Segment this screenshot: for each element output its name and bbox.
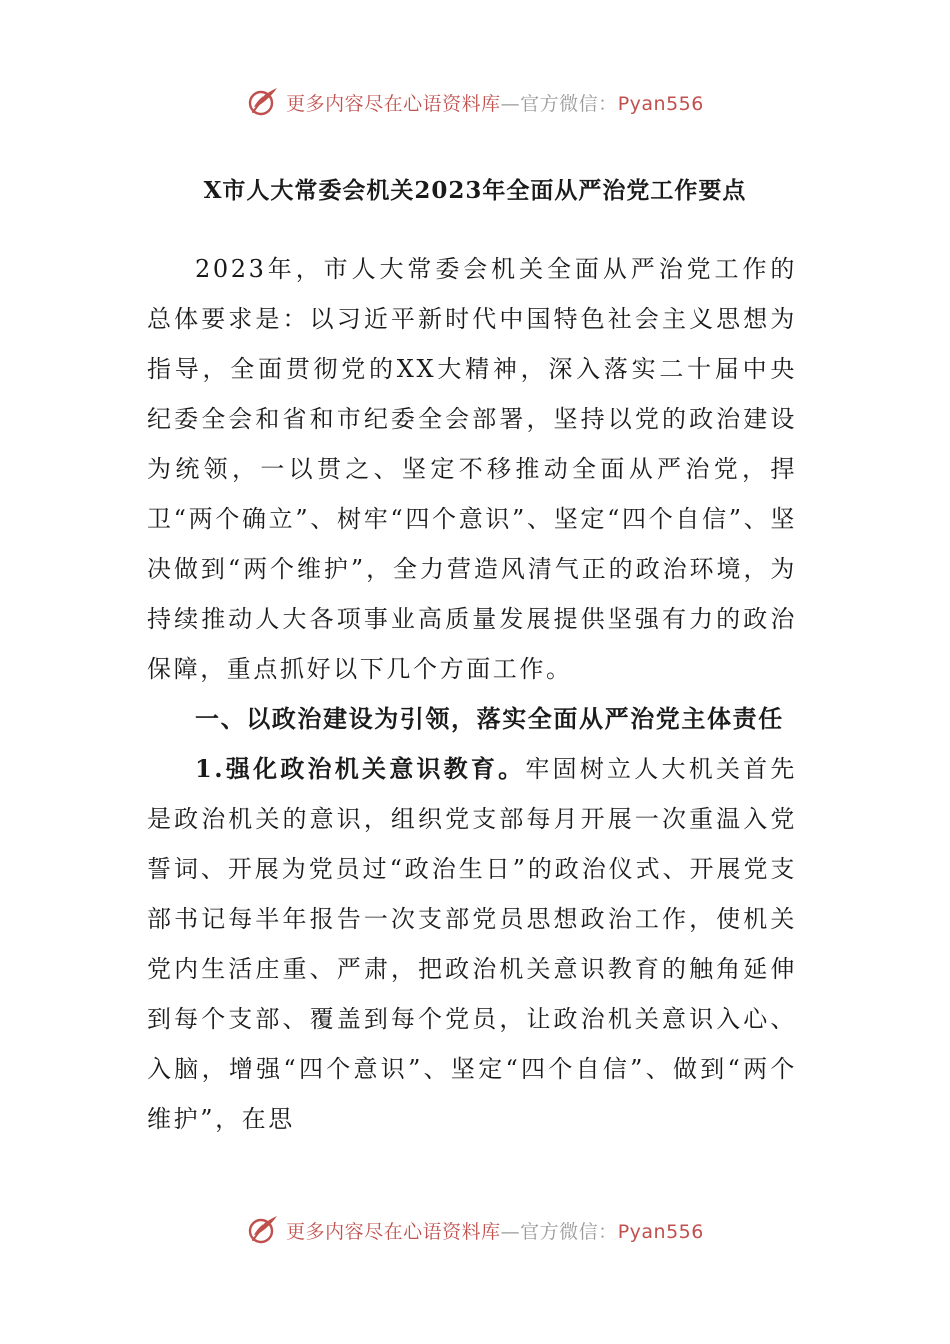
header-watermark [0, 82, 950, 122]
document-body [147, 244, 797, 1144]
quill-pen-circle-icon [246, 85, 280, 119]
watermark-dash: — [500, 1220, 521, 1243]
item-paragraph [147, 744, 797, 1144]
intro-paragraph: 2023年，市人大常委会机关全面从严治党工作的总体要求是：以习近平新时代中国特色社会主义思想为指导，全面贯彻党的XX大精神，深入落实二十届中央纪委全会和省和市纪委全会部署，坚持以党的政治建设为统领，一以贯之、坚定不移推动全面从严治党，捍卫“两个确立”、树牢“四个意识”、坚定“四个自信”、坚决做到“两个维护”，全力营造风清气正的政治环境，为持续推动人大各项事业高质量发展提供坚强有力的政治保障，重点抓好以下几个方面工作。 [147, 255, 797, 683]
watermark-brand: 更多内容尽在心语资料库 [286, 92, 501, 115]
document-title: X市人大常委会机关2023年全面从严治党工作要点 [203, 177, 747, 204]
watermark-wechat-id: Pyan556 [617, 1220, 704, 1243]
watermark-wechat-id: Pyan556 [617, 92, 704, 115]
quill-pen-circle-icon [246, 1213, 280, 1247]
watermark-text [286, 1217, 704, 1244]
item-body: 牢固树立人大机关首先是政治机关的意识，组织党支部每月开展一次重温入党誓词、开展为党员过“政治生日”的政治仪式、开展党支部书记每半年报告一次支部党员思想政治工作，使机关党内生活庄重、严肃，把政治机关意识教育的触角延伸到每个支部、覆盖到每个党员，让政治机关意识入心、入脑，增强“四个意识”、坚定“四个自信”、做到“两个维护”，在思 [147, 755, 798, 1133]
watermark-official-label: 官方微信： [520, 1220, 618, 1243]
watermark-text [286, 89, 704, 116]
section-heading: 一、以政治建设为引领，落实全面从严治党主体责任 [195, 704, 784, 733]
watermark-dash: — [500, 92, 521, 115]
footer-watermark [0, 1210, 950, 1250]
watermark-brand: 更多内容尽在心语资料库 [286, 1220, 501, 1243]
item-title: 1.强化政治机关意识教育。 [195, 754, 526, 783]
watermark-official-label: 官方微信： [520, 92, 618, 115]
